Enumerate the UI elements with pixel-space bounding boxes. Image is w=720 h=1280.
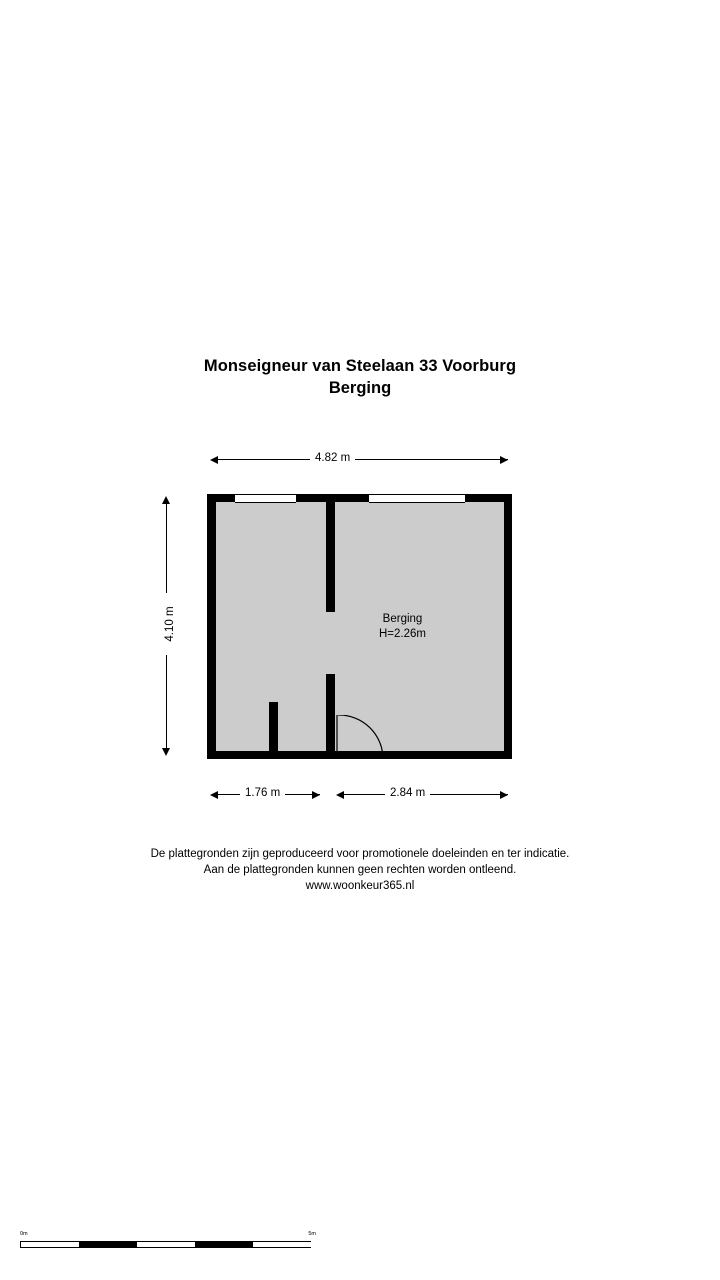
plan-title [0,355,720,399]
dimension-bottom-right-label: 2.84 m [385,787,430,799]
scale-bar-start-label: 0m [20,1231,28,1237]
interior-wall-lower [326,674,335,759]
scale-bar [20,1231,316,1253]
disclaimer [0,846,720,894]
window-icon [369,494,465,503]
scale-bar-end-label: 5m [308,1231,316,1237]
interior-wall-stub [269,702,278,759]
dimension-bottom-left-label: 1.76 m [240,787,285,799]
disclaimer-website: www.woonkeur365.nl [305,880,415,892]
disclaimer-line-1: De plattegronden zijn geproduceerd voor promotionele doeleinden en ter indicatie. [150,848,570,860]
dimension-top-label: 4.82 m [310,452,355,464]
room-height: H=2.26m [379,628,426,640]
door-icon [335,715,385,759]
interior-wall-upper [326,494,335,612]
room-label [335,612,470,642]
dimension-left-label: 4.10 m [164,593,176,655]
plan-title-subtitle: Berging [328,379,392,397]
disclaimer-line-2: Aan de plattegronden kunnen geen rechten worden ontleend. [203,864,517,876]
window-icon [235,494,296,503]
room-name: Berging [382,613,423,625]
plan-title-address: Monseigneur van Steelaan 33 Voorburg [203,357,517,375]
scale-bar-ticks [20,1241,310,1248]
